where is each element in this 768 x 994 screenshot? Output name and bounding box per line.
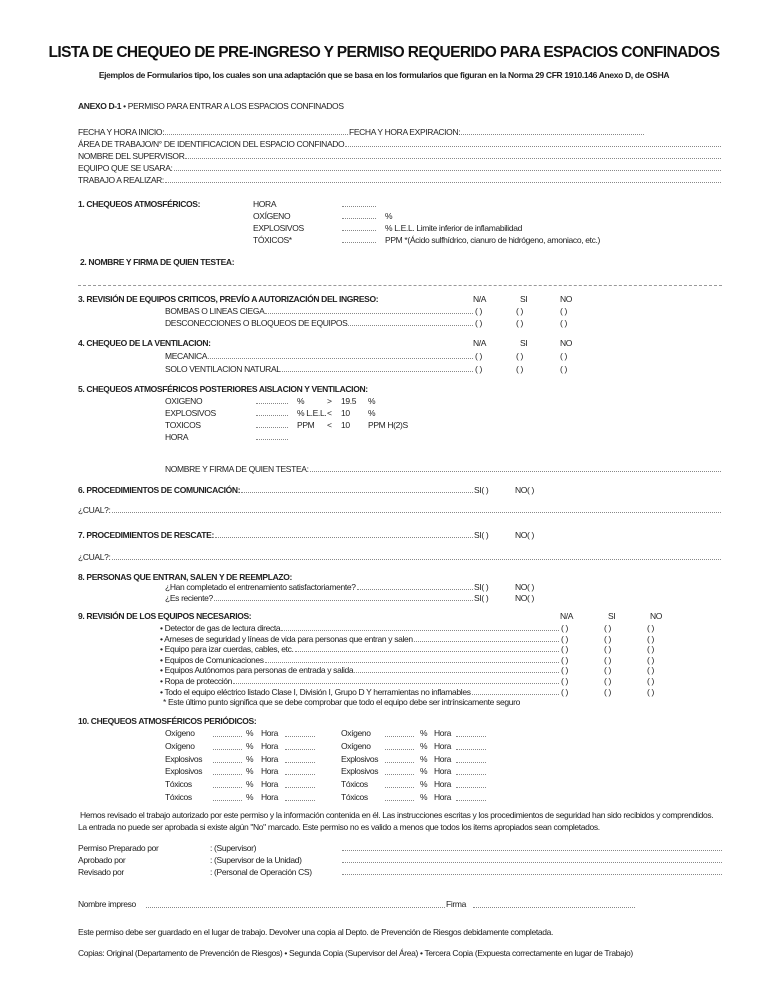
s10-label: Oxígeno [341, 728, 371, 738]
section-7-title: 7. PROCEDIMIENTOS DE RESCATE: [78, 530, 214, 540]
checkbox-no[interactable]: ( ) [560, 364, 567, 374]
start-label: FECHA Y HORA INICIO: [78, 127, 165, 137]
signature-role: : (Personal de Operación CS) [210, 867, 312, 877]
s10-value-field[interactable] [385, 736, 414, 737]
col-si: SI [520, 338, 528, 348]
s5-label: EXPLOSIVOS [165, 408, 216, 418]
s10-hora-label: Hora [434, 779, 452, 790]
s9-item-label: • Equipos de Comunicaciones [160, 654, 264, 665]
s4-item [165, 351, 474, 361]
s10-label: Oxígeno [165, 728, 195, 738]
s10-percent: % [246, 766, 254, 777]
s10-label: Explosivos [341, 766, 379, 777]
s4-item-label: SOLO VENTILACION NATURAL [165, 364, 281, 374]
s10-hora-field[interactable] [285, 787, 315, 788]
s10-hora-field[interactable] [456, 736, 486, 737]
s10-label: Oxígeno [341, 740, 371, 751]
s10-hora-label: Hora [261, 792, 279, 802]
s5-signer-label: NOMBRE Y FIRMA DE QUIEN TESTEA: [165, 464, 309, 474]
s5-field[interactable] [256, 427, 288, 428]
s5-field[interactable] [256, 415, 288, 416]
signature-role-label: Revisado por [78, 867, 124, 877]
s10-value-field[interactable] [385, 774, 414, 775]
s10-percent: % [420, 753, 428, 764]
checkbox-si[interactable]: ( ) [604, 654, 611, 665]
leader [414, 641, 559, 642]
s10-hora-field[interactable] [285, 774, 315, 775]
s9-item [160, 665, 560, 675]
s9-item [160, 687, 560, 697]
signature-role: : (Supervisor) [210, 843, 257, 853]
s1-field[interactable] [342, 242, 376, 243]
s10-value-field[interactable] [385, 762, 414, 763]
supervisor-label: NOMBRE DEL SUPERVISOR [78, 151, 185, 161]
checkbox-no[interactable]: ( ) [647, 686, 654, 697]
checkbox-no[interactable]: ( ) [647, 654, 654, 665]
signature-line[interactable] [342, 862, 722, 863]
s10-label: Tóxicos [165, 779, 192, 790]
leader [354, 672, 559, 673]
s10-hora-label: Hora [261, 753, 279, 764]
leader [215, 537, 473, 538]
checkbox-no[interactable]: ( ) [647, 633, 654, 644]
s10-value-field[interactable] [213, 774, 242, 775]
section-7-row [78, 530, 474, 540]
s8-item [165, 593, 474, 603]
s9-item [160, 623, 560, 633]
work-field[interactable] [165, 182, 721, 183]
col-si: SI [520, 294, 528, 304]
footer-copies: Copias: Original (Departamento de Prevención de Riesgos) • Segunda Copia (Supervisor del Área) • Tercera Copia (Expuesta correctamente en lugar de Trabajo) [78, 948, 633, 958]
s6-no-checkbox[interactable]: NO( ) [515, 485, 535, 495]
checkbox-si[interactable]: ( ) [516, 318, 523, 328]
checkbox-no[interactable]: ( ) [647, 665, 654, 676]
s10-hora-field[interactable] [456, 749, 486, 750]
s10-percent: % [246, 728, 254, 738]
s5-limit-unit: PPM H(2)S [368, 420, 408, 430]
s7-which-label: ¿CUAL?: [78, 552, 111, 562]
annex-text: • PERMISO PARA ENTRAR A LOS ESPACIOS CONFINADOS [121, 101, 344, 111]
leader [265, 313, 473, 314]
s10-percent: % [246, 753, 254, 764]
s10-hora-field[interactable] [456, 787, 486, 788]
signature-role: : (Supervisor de la Unidad) [210, 855, 302, 865]
checkbox-no[interactable]: ( ) [647, 623, 654, 633]
s5-operator: < [327, 408, 332, 418]
checkbox-no[interactable]: ( ) [560, 351, 567, 361]
tester-signature-field[interactable] [78, 285, 722, 286]
s1-unit: PPM *(Ácido sulfhídrico, cianuro de hidrógeno, amoniaco, etc.) [385, 235, 601, 245]
section-5-title: 5. CHEQUEOS ATMOSFÉRICOS POSTERIORES AISLACION Y VENTILACION: [78, 384, 368, 394]
s1-unit: % [385, 211, 393, 221]
supervisor-row [78, 151, 722, 161]
s1-label: HORA [253, 199, 277, 209]
s5-label: HORA [165, 432, 189, 442]
s1-unit: % L.E.L. Limite inferior de inflamabilidad [385, 223, 522, 233]
signature-role-label: Aprobado por [78, 855, 126, 865]
s10-hora-label: Hora [434, 792, 452, 802]
s10-value-field[interactable] [213, 787, 242, 788]
s5-limit-unit: % [368, 408, 376, 418]
col-na: N/A [560, 611, 574, 621]
leader [208, 358, 473, 359]
expiry-field[interactable] [461, 134, 644, 135]
s10-label: Oxígeno [165, 740, 195, 751]
s5-signer-row [165, 464, 722, 474]
s10-hora-label: Hora [434, 753, 452, 764]
s9-item-label: • Ropa de protección [160, 676, 233, 686]
s5-unit: % [297, 396, 305, 406]
area-field[interactable] [345, 146, 721, 147]
leader [214, 600, 473, 601]
start-expiry-row [78, 127, 645, 137]
s1-label: OXÍGENO [253, 211, 291, 221]
s5-limit-value: 19.5 [341, 396, 357, 406]
statement-line: La entrada no puede ser aprobada si existe algún "No" marcado. Este permiso no es valido a menos que todos los items apropiados sean completados. [78, 822, 600, 832]
leader [241, 492, 473, 493]
s10-label: Tóxicos [341, 779, 368, 790]
s10-value-field[interactable] [385, 749, 414, 750]
equipment-row [78, 163, 722, 173]
s3-item [165, 306, 474, 316]
annex-code: ANEXO D-1 [78, 101, 122, 111]
section-2-title: 2. NOMBRE Y FIRMA DE QUIEN TESTEA: [80, 257, 235, 267]
section-6-row [78, 485, 474, 495]
s8-no-checkbox[interactable]: NO( ) [515, 593, 535, 603]
col-na: N/A [473, 294, 487, 304]
area-label: ÁREA DE TRABAJO/N° DE IDENTIFICACION DEL ESPACIO CONFINADO [78, 139, 345, 149]
checkbox-no[interactable]: ( ) [560, 318, 567, 328]
checkbox-na[interactable]: ( ) [561, 686, 568, 697]
s5-unit: PPM [297, 420, 315, 430]
section-9-title: 9. REVISIÓN DE LOS EQUIPOS NECESARIOS: [78, 611, 252, 621]
section-8-title: 8. PERSONAS QUE ENTRAN, SALEN Y DE REEMPLAZO: [78, 572, 292, 582]
s7-which-field[interactable] [112, 559, 721, 560]
annex-heading [78, 101, 344, 111]
s10-percent: % [246, 779, 254, 790]
start-field[interactable] [165, 134, 348, 135]
s8-no-checkbox[interactable]: NO( ) [515, 582, 535, 592]
s3-item [165, 318, 474, 328]
section-1-title: 1. CHEQUEOS ATMOSFÉRICOS: [78, 199, 201, 209]
s5-operator: < [327, 420, 332, 430]
leader [282, 371, 473, 372]
s6-si-checkbox[interactable]: SI( ) [474, 485, 489, 495]
s6-which-field[interactable] [112, 512, 721, 513]
s10-hora-field[interactable] [285, 800, 315, 801]
section-10-title: 10. CHEQUEOS ATMOSFÉRICOS PERIÓDICOS: [78, 716, 257, 726]
s3-item-label: BOMBAS O LINEAS CIEGA [165, 306, 265, 316]
s10-percent: % [246, 740, 254, 751]
s5-limit-value: 10 [341, 408, 350, 418]
printed-name-field[interactable] [146, 907, 445, 908]
s10-percent: % [420, 766, 428, 777]
document-title: LISTA DE CHEQUEO DE PRE-INGRESO Y PERMISO REQUERIDO PARA ESPACIOS CONFINADOS [48, 44, 720, 61]
col-na: N/A [473, 338, 487, 348]
s9-note: * Este último punto significa que se debe comprobar que todo el equipo debe ser intrínsicamente seguro [163, 697, 520, 707]
checkbox-na[interactable]: ( ) [561, 676, 568, 686]
s5-field[interactable] [256, 403, 288, 404]
s8-si-checkbox[interactable]: SI( ) [474, 582, 489, 592]
s8-item-label: ¿Es reciente? [165, 593, 213, 603]
s5-operator: > [327, 396, 332, 406]
s7-si-checkbox[interactable]: SI( ) [474, 530, 489, 540]
s4-item-label: MECANICA [165, 351, 208, 361]
s10-label: Explosivos [165, 753, 203, 764]
checkbox-na[interactable]: ( ) [475, 351, 482, 361]
leader [281, 630, 559, 631]
s10-percent: % [420, 728, 428, 738]
checkbox-si[interactable]: ( ) [516, 364, 523, 374]
s10-hora-label: Hora [434, 766, 452, 777]
s5-label: TOXICOS [165, 420, 201, 430]
s9-item-label: • Equipos Autónomos para personas de entrada y salida [160, 665, 354, 676]
s1-field[interactable] [342, 218, 376, 219]
leader [348, 325, 473, 326]
s8-si-checkbox[interactable]: SI( ) [474, 593, 489, 603]
s9-item-label: • Arneses de seguridad y líneas de vida para personas que entran y salen [160, 633, 413, 644]
s1-label: EXPLOSIVOS [253, 223, 304, 233]
s7-no-checkbox[interactable]: NO( ) [515, 530, 535, 540]
supervisor-field[interactable] [185, 158, 721, 159]
s8-item-label: ¿Han completado el entrenamiento satisfactoriamente? [165, 582, 356, 592]
checkbox-na[interactable]: ( ) [561, 633, 568, 644]
signature-role-label: Permiso Preparado por [78, 843, 159, 853]
signature-line[interactable] [342, 850, 722, 851]
footer-instructions: Este permiso debe ser guardado en el lugar de trabajo. Devolver una copia al Depto. de Prevención de Riesgos debidamente completada. [78, 927, 553, 937]
col-no: NO [560, 294, 573, 304]
s7-which-row [78, 552, 722, 562]
s8-item [165, 582, 474, 592]
printed-name-label: Nombre impreso [78, 899, 136, 909]
s10-hora-field[interactable] [285, 736, 315, 737]
s10-value-field[interactable] [213, 800, 242, 801]
s5-signer-field[interactable] [310, 471, 721, 472]
s10-hora-field[interactable] [285, 762, 315, 763]
s10-hora-label: Hora [261, 728, 279, 738]
checkbox-si[interactable]: ( ) [604, 665, 611, 676]
s4-item [165, 364, 474, 374]
work-label: TRABAJO A REALIZAR: [78, 175, 164, 185]
signature-label: Firma [446, 899, 466, 909]
s10-percent: % [246, 792, 254, 802]
checkbox-si[interactable]: ( ) [604, 623, 611, 633]
col-si: SI [608, 611, 616, 621]
signature-field[interactable] [473, 907, 635, 908]
s9-item [160, 634, 560, 644]
s10-label: Tóxicos [165, 792, 192, 802]
s10-hora-label: Hora [261, 740, 279, 751]
s10-value-field[interactable] [385, 800, 414, 801]
checkbox-na[interactable]: ( ) [475, 364, 482, 374]
s1-label: TÓXICOS* [253, 235, 292, 245]
s10-hora-label: Hora [434, 740, 452, 751]
s10-label: Explosivos [341, 753, 379, 764]
s10-hora-label: Hora [434, 728, 452, 738]
checkbox-no[interactable]: ( ) [647, 644, 654, 655]
s6-which-row [78, 505, 722, 515]
s10-value-field[interactable] [213, 762, 242, 763]
checkbox-si[interactable]: ( ) [604, 686, 611, 697]
s10-percent: % [420, 779, 428, 790]
s9-item-label: • Todo el equipo eléctrico listado Clase I, División I, Grupo D Y herramientas no inflamables [160, 686, 471, 697]
s10-value-field[interactable] [213, 736, 242, 737]
checkbox-si[interactable]: ( ) [604, 633, 611, 644]
checkbox-si[interactable]: ( ) [516, 351, 523, 361]
document-subtitle: Ejemplos de Formularios tipo, los cuales son una adaptación que se basa en los formularios que figuran en la Norma 29 CFR 1910.146 Anexo D, de OSHA [98, 70, 670, 80]
s6-which-label: ¿CUAL?: [78, 505, 111, 515]
checkbox-na[interactable]: ( ) [561, 644, 568, 655]
expiry-label: FECHA Y HORA EXPIRACION: [348, 127, 461, 137]
statement-line: Hemos revisado el trabajo autorizado por este permiso y la información contenida en él. Las instrucciones escritas y los procedimientos de seguridad han sido recibidos y comprendidos. [80, 810, 714, 820]
s10-percent: % [420, 740, 428, 751]
leader [357, 589, 473, 590]
s10-value-field[interactable] [213, 749, 242, 750]
s9-item-label: • Equipo para izar cuerdas, cables, etc. [160, 644, 294, 655]
checkbox-no[interactable]: ( ) [560, 306, 567, 316]
s5-unit: % L.E.L. [297, 408, 327, 418]
s10-hora-label: Hora [261, 766, 279, 777]
leader [472, 694, 559, 695]
s9-item [160, 655, 560, 665]
s10-label: Tóxicos [341, 792, 368, 802]
s10-percent: % [420, 792, 428, 802]
s5-field[interactable] [256, 439, 288, 440]
checkbox-na[interactable]: ( ) [561, 654, 568, 665]
s10-value-field[interactable] [385, 787, 414, 788]
equipment-label: EQUIPO QUE SE USARA: [78, 163, 173, 173]
leader [265, 662, 559, 663]
checkbox-na[interactable]: ( ) [561, 623, 568, 633]
checkbox-na[interactable]: ( ) [475, 318, 482, 328]
s5-limit-unit: % [368, 396, 376, 406]
s10-label: Explosivos [165, 766, 203, 777]
section-4-title: 4. CHEQUEO DE LA VENTILACION: [78, 338, 211, 348]
section-6-title: 6. PROCEDIMIENTOS DE COMUNICACIÓN: [78, 485, 241, 495]
col-no: NO [560, 338, 573, 348]
s10-hora-field[interactable] [456, 762, 486, 763]
checkbox-na[interactable]: ( ) [561, 665, 568, 676]
s10-hora-field[interactable] [285, 749, 315, 750]
s9-item-label: • Detector de gas de lectura directa [160, 623, 281, 633]
checkbox-na[interactable]: ( ) [475, 306, 482, 316]
checkbox-si[interactable]: ( ) [604, 676, 611, 686]
s10-hora-field[interactable] [456, 774, 486, 775]
s9-item [160, 676, 560, 686]
area-row [78, 139, 722, 149]
checkbox-si[interactable]: ( ) [516, 306, 523, 316]
work-row [78, 175, 722, 185]
s10-hora-field[interactable] [456, 800, 486, 801]
s5-limit-value: 10 [341, 420, 350, 430]
s1-field[interactable] [342, 230, 376, 231]
signature-line[interactable] [342, 874, 722, 875]
s1-field[interactable] [342, 206, 376, 207]
col-no: NO [650, 611, 663, 621]
section-3-title: 3. REVISIÓN DE EQUIPOS CRITICOS, PREVÍO A AUTORIZACIÓN DEL INGRESO: [78, 294, 379, 304]
equipment-field[interactable] [174, 170, 721, 171]
s3-item-label: DESCONECCIONES O BLOQUEOS DE EQUIPOS [165, 318, 348, 328]
checkbox-si[interactable]: ( ) [604, 644, 611, 655]
s5-label: OXIGENO [165, 396, 203, 406]
s9-item [160, 644, 560, 654]
leader [295, 651, 559, 652]
s10-hora-label: Hora [261, 779, 279, 790]
checkbox-no[interactable]: ( ) [647, 676, 654, 686]
leader [233, 683, 559, 684]
